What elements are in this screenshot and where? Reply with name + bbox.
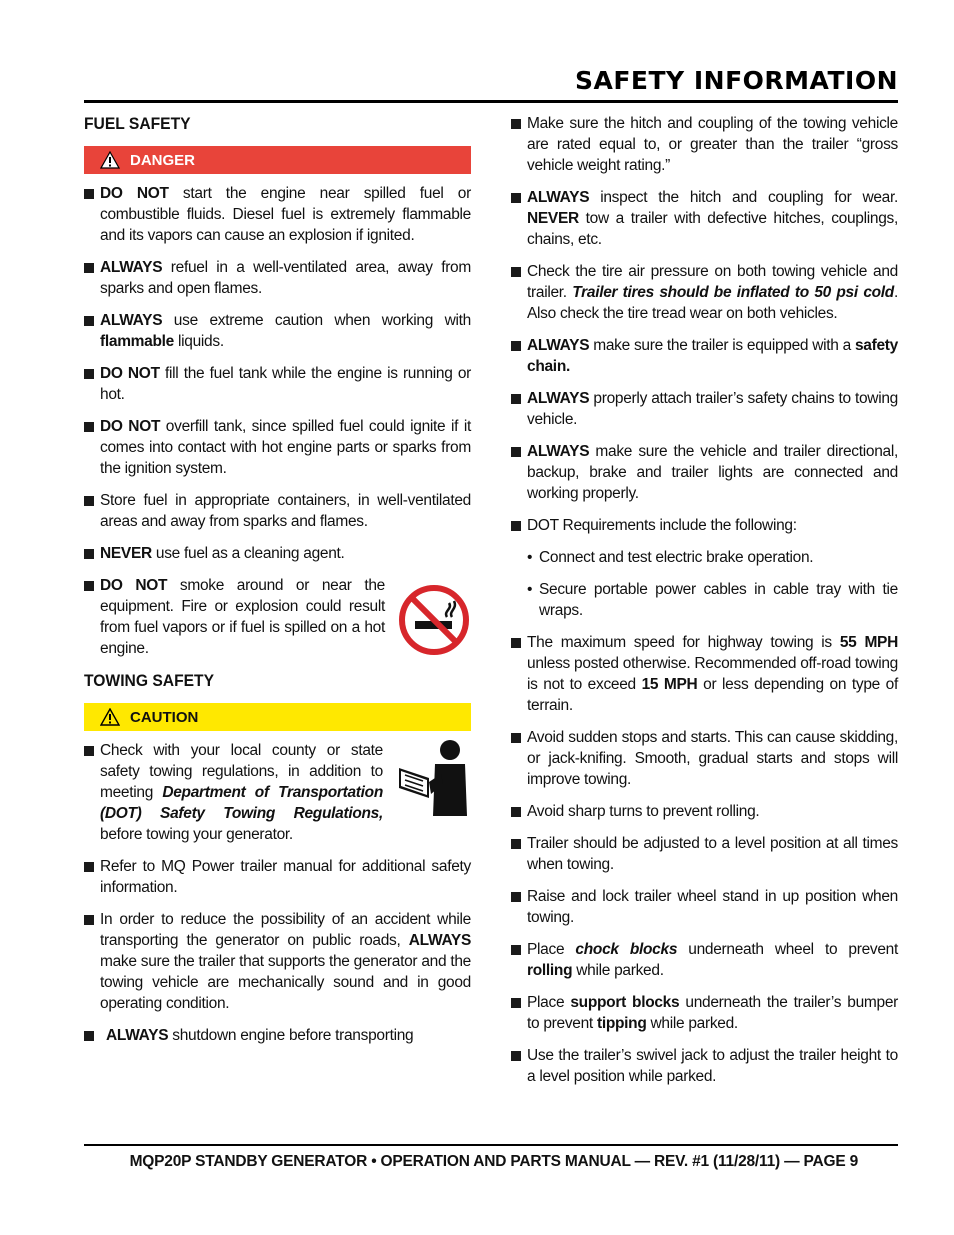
square-bullet-icon	[511, 807, 521, 817]
warning-triangle-icon	[100, 708, 120, 726]
square-bullet-icon	[511, 394, 521, 404]
read-manual-icon	[395, 738, 471, 816]
square-bullet-icon	[84, 369, 94, 379]
left-column	[84, 113, 471, 1057]
square-bullet-icon	[84, 746, 94, 756]
list-item: Check the tire air pressure on both towing vehicle and trailer. Trailer tires should be inflated to 50 psi cold. Also check the tire tread wear on both vehicles.	[511, 261, 898, 324]
square-bullet-icon	[84, 316, 94, 326]
page-footer: MQP20P STANDBY GENERATOR • OPERATION AND PARTS MANUAL — REV. #1 (11/28/11) — PAGE 9	[129, 1153, 858, 1170]
footer-rule	[84, 1144, 898, 1146]
list-item: Avoid sharp turns to prevent rolling.	[511, 801, 898, 822]
list-item: DO NOT start the engine near spilled fuel or combustible fluids. Diesel fuel is extremely flammable and its vapors can cause an explosion if ignited.	[84, 183, 471, 246]
right-column	[511, 113, 898, 1098]
square-bullet-icon	[511, 638, 521, 648]
fuel-safety-heading: FUEL SAFETY	[84, 114, 191, 133]
list-item: ALWAYS refuel in a well-ventilated area, away from sparks and open flames.	[84, 257, 471, 299]
list-item: Use the trailer’s swivel jack to adjust the trailer height to a level position while parked.	[511, 1045, 898, 1087]
square-bullet-icon	[511, 267, 521, 277]
list-item: ALWAYS shutdown engine before transporting	[84, 1025, 471, 1046]
title-rule	[84, 100, 898, 103]
page-title: SAFETY INFORMATION	[575, 66, 898, 95]
square-bullet-icon	[511, 193, 521, 203]
no-smoking-item: DO NOT smoke around or near the equipment. Fire or explosion could result from fuel vapors or if fuel is spilled on a hot engine.	[84, 575, 471, 659]
list-item: Make sure the hitch and coupling of the towing vehicle are rated equal to, or greater than the trailer “gross vehicle weight rating.”	[511, 113, 898, 176]
list-item: ALWAYS use extreme caution when working with flammable liquids.	[84, 310, 471, 352]
list-item: NEVER use fuel as a cleaning agent.	[84, 543, 471, 564]
square-bullet-icon	[84, 189, 94, 199]
list-item: Store fuel in appropriate containers, in well-ventilated areas and away from sparks and flames.	[84, 490, 471, 532]
danger-banner	[84, 146, 471, 174]
square-bullet-icon	[511, 998, 521, 1008]
list-item: ALWAYS properly attach trailer’s safety chains to towing vehicle.	[511, 388, 898, 430]
list-item: Trailer should be adjusted to a level position at all times when towing.	[511, 833, 898, 875]
list-item: DO NOT overfill tank, since spilled fuel could ignite if it comes into contact with hot engine parts or sparks from the ignition system.	[84, 416, 471, 479]
list-item: ALWAYS make sure the vehicle and trailer directional, backup, brake and trailer lights are connected and working properly.	[511, 441, 898, 504]
list-item: Avoid sudden stops and starts. This can cause skidding, or jack-knifing. Smooth, gradual starts and stops will improve towing.	[511, 727, 898, 790]
square-bullet-icon	[511, 892, 521, 902]
square-bullet-icon	[511, 839, 521, 849]
square-bullet-icon	[84, 496, 94, 506]
caution-banner	[84, 703, 471, 731]
list-item: ALWAYS inspect the hitch and coupling for wear. NEVER tow a trailer with defective hitches, couplings, chains, etc.	[511, 187, 898, 250]
list-item: Raise and lock trailer wheel stand in up position when towing.	[511, 886, 898, 928]
list-item: In order to reduce the possibility of an accident while transporting the generator on public roads, ALWAYS make sure the trailer that supports the generator and the towing vehicle are mechanically sound and in good operating condition.	[84, 909, 471, 1014]
square-bullet-icon	[84, 862, 94, 872]
check-regulations-item: Check with your local county or state safety towing regulations, in addition to meeting Department of Transportation (DOT) Safety Towing Regulations, before towing your generator.	[84, 740, 471, 845]
caution-label: CAUTION	[130, 708, 199, 726]
dot-bullet-icon: •	[527, 549, 533, 566]
square-bullet-icon	[511, 447, 521, 457]
square-bullet-icon	[84, 422, 94, 432]
list-item: Place support blocks underneath the trailer’s bumper to prevent tipping while parked.	[511, 992, 898, 1034]
square-bullet-icon	[84, 549, 94, 559]
danger-label: DANGER	[130, 151, 196, 169]
list-item: Place chock blocks underneath wheel to prevent rolling while parked.	[511, 939, 898, 981]
square-bullet-icon	[511, 119, 521, 129]
dot-bullet-icon: •	[527, 581, 533, 598]
list-item: Refer to MQ Power trailer manual for additional safety information.	[84, 856, 471, 898]
square-bullet-icon	[84, 263, 94, 273]
list-item: ALWAYS make sure the trailer is equipped with a safety chain.	[511, 335, 898, 377]
square-bullet-icon	[511, 945, 521, 955]
square-bullet-icon	[511, 521, 521, 531]
list-item: The maximum speed for highway towing is 55 MPH unless posted otherwise. Recommended off-road towing is not to exceed 15 MPH or less depending on type of terrain.	[511, 632, 898, 716]
warning-triangle-icon	[100, 151, 120, 169]
square-bullet-icon	[511, 733, 521, 743]
square-bullet-icon	[511, 1051, 521, 1061]
square-bullet-icon	[84, 1031, 94, 1041]
list-item: DO NOT fill the fuel tank while the engine is running or hot.	[84, 363, 471, 405]
dot-subitem: • Connect and test electric brake operation.	[527, 549, 814, 566]
square-bullet-icon	[511, 341, 521, 351]
square-bullet-icon	[84, 915, 94, 925]
dot-subitem: • Secure portable power cables in cable tray with tie wraps.	[527, 581, 898, 619]
towing-safety-heading: TOWING SAFETY	[84, 671, 215, 690]
no-smoking-icon	[397, 583, 471, 657]
square-bullet-icon	[84, 581, 94, 591]
list-item: DOT Requirements include the following:	[511, 515, 898, 536]
